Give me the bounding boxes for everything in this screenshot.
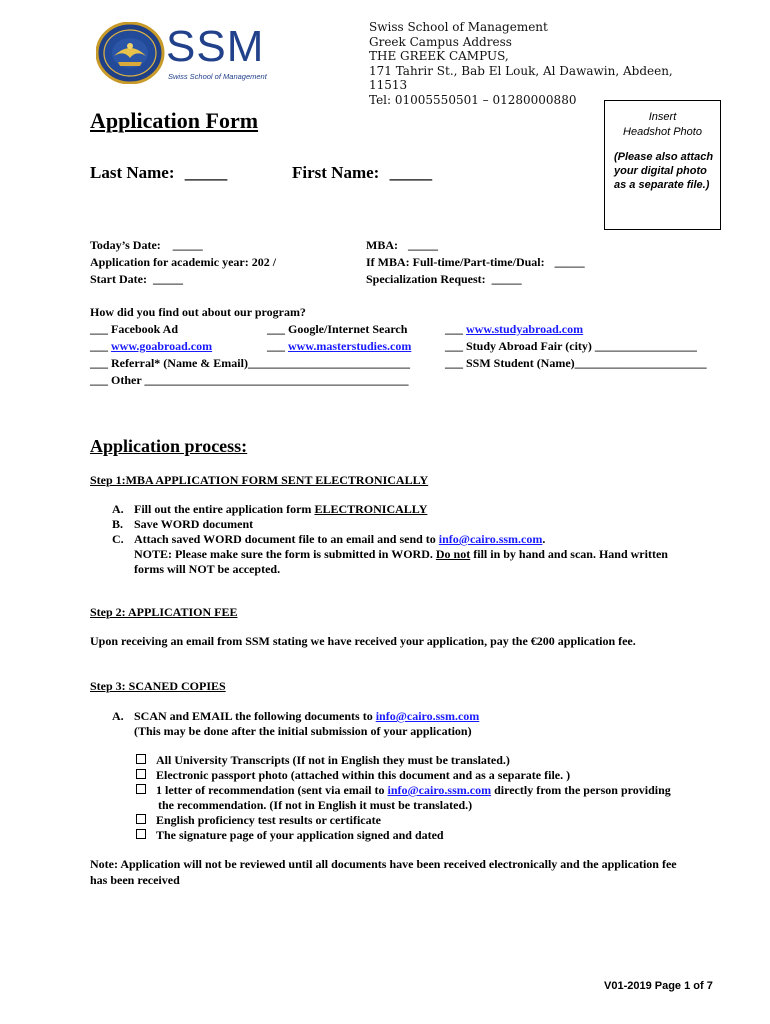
studyabroad-link[interactable]: www.studyabroad.com	[466, 322, 584, 336]
option-blank[interactable]: ___	[90, 356, 108, 370]
start-date-blank[interactable]: _____	[152, 272, 183, 286]
step3-item-a	[112, 709, 732, 724]
option-blank[interactable]: ___	[90, 339, 108, 353]
step1-note	[112, 547, 732, 562]
address-line: 11513	[369, 78, 408, 92]
email-link[interactable]: info@cairo.ssm.com	[387, 783, 492, 797]
option-other[interactable]	[90, 373, 408, 387]
option-label: SSM Student (Name)______________________	[466, 356, 707, 370]
address-line: Greek Campus Address	[369, 34, 512, 49]
option-blank[interactable]: ___	[267, 339, 285, 353]
page-title: Application Form	[90, 108, 259, 133]
option-fair[interactable]	[445, 339, 697, 354]
item-text: Attach saved WORD document file to an email and send to	[134, 532, 439, 546]
referral-row-4	[90, 373, 408, 388]
option-masterstudies[interactable]	[267, 339, 411, 354]
mba-blank[interactable]: _____	[408, 238, 438, 252]
referral-row-1	[90, 322, 730, 339]
review-note-line2: has been received	[90, 873, 180, 887]
address-line: Swiss School of Management	[369, 20, 548, 34]
option-label: Other ____________________________________________	[111, 373, 409, 387]
option-referral[interactable]	[90, 356, 410, 371]
referral-question: How did you find out about our program?	[90, 305, 306, 319]
option-blank[interactable]: ___	[267, 322, 285, 336]
dates-right	[366, 237, 585, 288]
option-label: Facebook Ad	[111, 322, 179, 336]
list-marker: A.	[112, 709, 124, 723]
todays-date-blank[interactable]: _____	[172, 238, 203, 252]
checklist-text: The signature page of your application signed and dated	[156, 828, 444, 842]
address-line: Tel: 01005550501 – 01280000880	[369, 92, 577, 107]
option-goabroad[interactable]	[90, 339, 212, 354]
option-ssm-student[interactable]	[445, 356, 707, 371]
item-text: .	[542, 532, 546, 546]
item-text: Save WORD document	[134, 517, 254, 531]
option-blank[interactable]: ___	[90, 322, 108, 336]
option-studyabroad[interactable]	[445, 322, 583, 337]
goabroad-link[interactable]: www.goabroad.com	[111, 339, 213, 353]
todays-date-field[interactable]	[90, 237, 276, 254]
option-label: Study Abroad Fair (city) _________________	[466, 339, 697, 353]
email-link[interactable]: info@cairo.ssm.com	[375, 709, 480, 723]
step3-title: Step 3: SCANED COPIES	[90, 679, 226, 693]
step1-title: Step 1:MBA APPLICATION FORM SENT ELECTRONICALLY	[90, 473, 429, 487]
note-text: fill in by hand and scan. Hand written	[470, 547, 668, 561]
step1-item-b	[112, 517, 732, 532]
option-blank[interactable]: ___	[445, 322, 463, 336]
academic-year-label: Application for academic year: 202 /	[90, 255, 277, 269]
checklist-item	[136, 828, 736, 843]
option-label: Referral* (Name & Email)___________________________	[111, 356, 410, 370]
academic-year-field[interactable]	[90, 254, 276, 271]
review-note-line1: Note: Application will not be reviewed until all documents have been received electronically and the application fee	[90, 857, 677, 871]
photo-box-line2: Headshot Photo	[623, 126, 702, 138]
step1-list	[112, 502, 732, 577]
step2-text: Upon receiving an email from SSM stating we have received your application, pay the €200 application fee.	[90, 634, 636, 648]
checklist-text: All University Transcripts (If not in English they must be translated.)	[156, 753, 510, 767]
last-name-field[interactable]	[90, 163, 227, 183]
logo-text: SSM	[166, 22, 265, 71]
option-google[interactable]	[267, 322, 407, 337]
list-marker: A.	[112, 502, 124, 516]
list-marker: C.	[112, 532, 124, 546]
start-date-label: Start Date:	[90, 272, 147, 286]
email-link[interactable]: info@cairo.ssm.com	[438, 532, 543, 546]
specialization-field[interactable]	[366, 271, 585, 288]
last-name-label: Last Name:	[90, 163, 175, 182]
checkbox-icon[interactable]	[136, 754, 146, 764]
option-facebook[interactable]	[90, 322, 178, 337]
last-name-blank[interactable]: _____	[184, 163, 228, 182]
address-line: 171 Tahrir St., Bab El Louk, Al Dawawin, Abdeen,	[369, 63, 673, 78]
specialization-label: Specialization Request:	[366, 272, 486, 286]
start-date-field[interactable]	[90, 271, 276, 288]
first-name-field[interactable]	[292, 163, 432, 183]
mba-type-blank[interactable]: _____	[554, 255, 585, 269]
option-blank[interactable]: ___	[445, 356, 463, 370]
photo-box-note: (Please also attach your digital photo as a separate file.)	[614, 151, 714, 191]
referral-row-3	[90, 356, 730, 373]
documents-checklist	[136, 753, 736, 843]
step2-title: Step 2: APPLICATION FEE	[90, 605, 238, 619]
logo	[96, 22, 276, 84]
first-name-blank[interactable]: _____	[389, 163, 433, 182]
step3-list	[112, 709, 732, 739]
checkbox-icon[interactable]	[136, 769, 146, 779]
process-heading: Application process:	[90, 436, 248, 456]
referral-row-2	[90, 339, 730, 356]
checklist-item	[136, 768, 736, 783]
checklist-text: Electronic passport photo (attached within this document and as a separate file. )	[156, 768, 571, 782]
mba-field[interactable]	[366, 237, 585, 254]
note-text: NOTE: Please make sure the form is submitted in WORD.	[134, 547, 436, 561]
headshot-photo-box[interactable]	[604, 100, 721, 230]
note-emphasis: Do not	[435, 547, 471, 561]
review-note	[90, 856, 730, 888]
specialization-blank[interactable]: _____	[491, 272, 522, 286]
checklist-item-line2: the recommendation. (If not in English it must be translated.)	[158, 798, 473, 812]
mba-type-field[interactable]	[366, 254, 585, 271]
checkbox-icon[interactable]	[136, 784, 146, 794]
item-text: Fill out the entire application form	[134, 502, 315, 516]
masterstudies-link[interactable]: www.masterstudies.com	[288, 339, 412, 353]
step1-item-a	[112, 502, 732, 517]
ssm-seal-icon	[96, 22, 166, 84]
checkbox-icon[interactable]	[136, 814, 146, 824]
first-name-label: First Name:	[292, 163, 380, 182]
option-blank[interactable]: ___	[445, 339, 463, 353]
page-number: V01-2019 Page 1 of 7	[604, 980, 713, 992]
step1-note-line2: forms will NOT be accepted.	[134, 562, 281, 576]
step3-item-a-line2: (This may be done after the initial submission of your application)	[134, 724, 472, 738]
mba-label: MBA:	[366, 238, 398, 252]
list-marker: B.	[112, 517, 124, 531]
checklist-text: 1 letter of recommendation (sent via email to	[156, 783, 388, 797]
option-blank[interactable]: ___	[90, 373, 108, 387]
step1-item-c	[112, 532, 732, 547]
item-emphasis: ELECTRONICALLY	[314, 502, 428, 516]
todays-date-label: Today’s Date:	[90, 238, 161, 252]
photo-box-line1: Insert	[648, 111, 677, 123]
checklist-item	[136, 753, 736, 768]
checklist-item	[136, 783, 736, 798]
item-text: SCAN and EMAIL the following documents to	[134, 709, 376, 723]
checkbox-icon[interactable]	[136, 829, 146, 839]
logo-subtitle: Swiss School of Management	[168, 72, 267, 81]
address-line: THE GREEK CAMPUS,	[369, 49, 509, 63]
checklist-text: English proficiency test results or certificate	[156, 813, 381, 827]
option-label: Google/Internet Search	[288, 322, 408, 336]
checklist-item	[136, 813, 736, 828]
checklist-text: directly from the person providing	[491, 783, 671, 797]
mba-type-label: If MBA: Full-time/Part-time/Dual:	[366, 255, 545, 269]
dates-left	[90, 237, 276, 288]
address-block	[369, 20, 699, 108]
